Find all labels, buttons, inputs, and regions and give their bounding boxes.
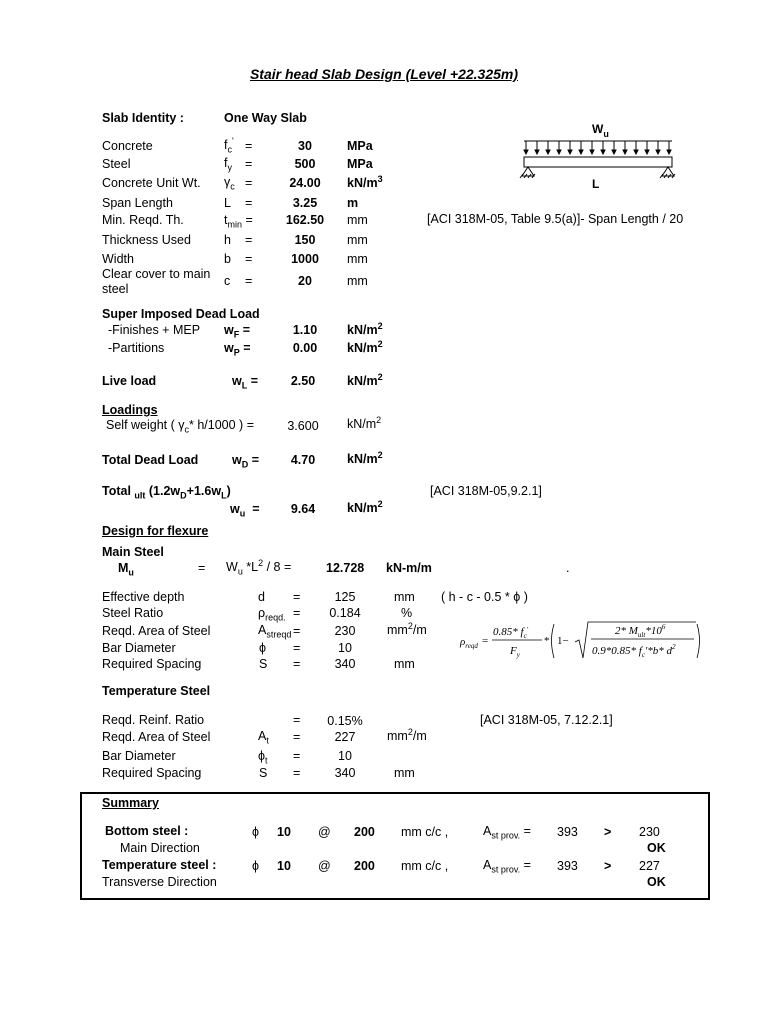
temp-bar-eq: =: [293, 749, 301, 763]
bar-dia-eq: =: [293, 641, 301, 655]
temp-ratio-label: Reqd. Reinf. Ratio: [102, 713, 205, 727]
thickness-eq: =: [245, 233, 253, 247]
sidl-finishes-value: 1.10: [292, 323, 318, 337]
summary-temp-dia: 10: [277, 859, 291, 873]
eff-depth-unit: mm: [394, 590, 415, 604]
live-load-label: Live load: [102, 374, 157, 388]
eff-depth-value: 125: [334, 590, 356, 604]
concrete-unit: MPa: [347, 139, 373, 153]
temp-bar-value: 10: [338, 749, 352, 763]
self-weight-label: Self weight ( $\gamma_c*$ h/1000 ) =: [106, 418, 254, 435]
temp-area-eq: =: [293, 730, 301, 744]
temp-bar-label: Bar Diameter: [102, 749, 176, 763]
span-unit: m: [347, 196, 359, 210]
load-label: $W_u$: [592, 122, 609, 139]
slab-identity-value: One Way Slab: [224, 111, 307, 125]
concrete-value: 30: [298, 139, 312, 153]
thickness-unit: mm: [347, 233, 368, 247]
right-support: [662, 167, 674, 176]
summary-bottom-at: @: [318, 825, 331, 839]
sidl-partitions-label: -Partitions: [108, 341, 165, 355]
reqd-area-eq: =: [293, 624, 301, 638]
cover-value: 20: [298, 274, 312, 288]
total-dead-symbol: $w_D$ =: [232, 453, 260, 470]
total-dead-unit: $kN/m^2$: [347, 449, 383, 466]
left-support: [522, 167, 534, 176]
formula-svg: [458, 618, 703, 663]
sidl-partitions-value: 0.00: [292, 341, 318, 355]
concrete-label: Concrete: [102, 139, 153, 153]
summary-bottom-req: 230: [639, 825, 660, 839]
spacing-eq: =: [293, 657, 301, 671]
temp-spacing-symbol: S: [259, 766, 268, 780]
slab-identity-label: Slab Identity :: [102, 111, 184, 125]
bar-dia-value: 10: [338, 641, 352, 655]
unit-weight-value: 24.00: [289, 176, 321, 190]
thickness-value: 150: [294, 233, 316, 247]
steel-value: 500: [294, 157, 316, 171]
unit-weight-eq: =: [245, 176, 253, 190]
formula-den1: $F_y$: [510, 645, 520, 659]
self-weight-value: 3.600: [287, 419, 319, 433]
temp-bar-symbol: $\phi_t$: [258, 749, 268, 766]
width-eq: =: [245, 252, 253, 266]
unit-weight-symbol: $\gamma_c$: [224, 175, 235, 192]
summary-bottom-spacing: 200: [354, 825, 375, 839]
span-value: 3.25: [292, 196, 318, 210]
summary-temp-ast: $A_{st prov.}$ =: [483, 858, 531, 875]
summary-bottom-cmp: >: [604, 825, 612, 839]
steel-eq: =: [245, 157, 253, 171]
summary-temp-at: @: [318, 859, 331, 873]
summary-bottom-status: OK: [647, 841, 666, 855]
width-symbol: b: [224, 252, 231, 266]
min-th-unit: mm: [347, 213, 368, 227]
summary-temp-status: OK: [647, 875, 666, 889]
spacing-value: 340: [334, 657, 356, 671]
temp-area-symbol: $A_t$: [258, 729, 269, 746]
temp-spacing-eq: =: [293, 766, 301, 780]
span-eq: =: [245, 196, 253, 210]
reqd-area-unit: $mm^2/m$: [387, 620, 427, 637]
temp-ratio-value: 0.15%: [327, 714, 363, 728]
sidl-finishes-label: -Finishes + MEP: [108, 323, 201, 337]
mu-eq: =: [198, 561, 206, 575]
summary-bottom-ast: $A_{st prov.}$ =: [483, 824, 531, 841]
main-steel-heading: Main Steel: [102, 545, 164, 559]
temp-spacing-label: Required Spacing: [102, 766, 202, 780]
live-load-symbol: $w_L$ =: [232, 374, 259, 391]
total-ult-note: [ACI 318M-05,9.2.1]: [430, 484, 542, 498]
temp-area-label: Reqd. Area of Steel: [102, 730, 211, 744]
steel-ratio-eq: =: [293, 606, 301, 620]
reqd-area-value: 230: [334, 624, 356, 638]
bar-dia-label: Bar Diameter: [102, 641, 176, 655]
total-ult-value: 9.64: [290, 502, 316, 516]
steel-ratio-value: 0.184: [329, 606, 361, 620]
spacing-unit: mm: [394, 657, 415, 671]
eff-depth-note: ( h - c - 0.5 * ϕ ): [441, 590, 528, 604]
thickness-label: Thickness Used: [102, 233, 191, 247]
beam-body: [524, 157, 672, 167]
summary-heading: Summary: [102, 796, 159, 810]
cover-eq: =: [245, 274, 253, 288]
formula-den2: 0.9*0.85* $f_c'*b*$ $d^2$: [592, 643, 676, 659]
sidl-partitions-symbol: $w_P$ =: [224, 341, 251, 358]
formula-eq: =: [482, 635, 489, 647]
steel-ratio-formula: [458, 618, 703, 666]
mu-dot: .: [566, 561, 570, 575]
self-weight-unit: $kN/m^2$: [347, 414, 382, 431]
eff-depth-eq: =: [293, 590, 301, 604]
steel-ratio-symbol: $\rho_{reqd.}$: [258, 606, 286, 623]
temp-area-value: 227: [334, 730, 356, 744]
span-label-diagram: L: [592, 177, 600, 191]
summary-bottom-unit: mm c/c ,: [401, 825, 449, 839]
mu-unit: kN-m/m: [386, 561, 432, 575]
cover-label: Clear cover to main steel: [102, 267, 211, 296]
sidl-partitions-unit: $kN/m^2$: [347, 338, 383, 355]
temp-spacing-unit: mm: [394, 766, 415, 780]
steel-ratio-unit: %: [401, 606, 413, 620]
formula-lparen: [552, 624, 555, 658]
beam-diagram: [512, 120, 682, 198]
spacing-symbol: S: [259, 657, 268, 671]
reqd-area-symbol: $A_{streqd}$: [258, 623, 292, 640]
steel-label: Steel: [102, 157, 131, 171]
summary-temp-spacing: 200: [354, 859, 375, 873]
summary-bottom-label: Bottom steel :: [105, 824, 189, 838]
bar-dia-symbol: ϕ: [259, 641, 267, 655]
summary-temp-cmp: >: [604, 859, 612, 873]
temp-spacing-value: 340: [334, 766, 356, 780]
mu-expression: $W_u$ $*L^2 / 8$ =: [226, 557, 292, 577]
span-symbol: L: [224, 196, 231, 210]
load-arrows: [524, 141, 671, 154]
total-ult-label: Total $_{ult}$ $(1.2w_D+1.6w_L)$: [102, 484, 231, 501]
concrete-symbol: $f_c'$: [224, 135, 234, 155]
min-th-label: Min. Reqd. Th.: [102, 213, 184, 227]
summary-temp-phi: ϕ: [252, 859, 260, 873]
sidl-finishes-symbol: $w_F$ =: [224, 323, 251, 340]
summary-bottom-prov: 393: [557, 825, 578, 839]
formula-one: 1−: [557, 635, 569, 647]
summary-temp-prov: 393: [557, 859, 578, 873]
mu-value: 12.728: [326, 561, 365, 575]
width-value: 1000: [291, 252, 319, 266]
summary-temp-label: Temperature steel :: [102, 858, 217, 872]
thickness-symbol: h: [224, 233, 231, 247]
total-ult-symbol: $w_u$ =: [230, 502, 260, 519]
formula-num1: 0.85* $f_c'$: [493, 626, 529, 640]
mu-symbol: $M_u$: [118, 561, 134, 578]
formula-lhs: $\rho_{reqd}$: [460, 636, 478, 650]
eff-depth-label: Effective depth: [102, 590, 185, 604]
concrete-eq: =: [245, 139, 253, 153]
width-unit: mm: [347, 252, 368, 266]
steel-symbol: $f_y$: [224, 156, 232, 173]
eff-depth-symbol: d: [258, 590, 265, 604]
spacing-label: Required Spacing: [102, 657, 202, 671]
cover-symbol: c: [224, 274, 231, 288]
live-load-unit: $kN/m^2$: [347, 371, 383, 388]
live-load-value: 2.50: [290, 374, 316, 388]
summary-temp-unit: mm c/c ,: [401, 859, 449, 873]
sidl-heading: Super Imposed Dead Load: [102, 307, 260, 321]
summary-temp-req: 227: [639, 859, 660, 873]
temp-ratio-eq: =: [293, 713, 301, 727]
steel-unit: MPa: [347, 157, 373, 171]
reqd-area-label: Reqd. Area of Steel: [102, 624, 211, 638]
min-th-note: [ACI 318M-05, Table 9.5(a)]- Span Length / 20: [427, 212, 684, 226]
formula-rparen: [697, 624, 700, 658]
span-label: Span Length: [102, 196, 173, 210]
min-th-symbol: $t_{min}$ =: [224, 213, 253, 230]
cover-unit: mm: [347, 274, 368, 288]
summary-bottom-sublabel: Main Direction: [120, 841, 200, 855]
formula-num2: 2* $M_{ult}*10^6$: [615, 623, 666, 639]
flexure-heading: Design for flexure: [102, 524, 209, 538]
unit-weight-label: Concrete Unit Wt.: [102, 176, 201, 190]
min-th-value: 162.50: [285, 213, 325, 227]
total-dead-label: Total Dead Load: [102, 453, 199, 467]
loadings-heading: Loadings: [102, 403, 158, 417]
summary-bottom-dia: 10: [277, 825, 291, 839]
temp-note: [ACI 318M-05, 7.12.2.1]: [480, 713, 613, 727]
unit-weight-unit: $kN/m^3$: [347, 173, 383, 190]
formula-mult: *: [544, 635, 550, 647]
total-dead-value: 4.70: [290, 453, 316, 467]
total-ult-unit: $kN/m^2$: [347, 498, 383, 515]
steel-ratio-label: Steel Ratio: [102, 606, 164, 620]
page-title: Stair head Slab Design (Level +22.325m): [249, 66, 519, 82]
summary-bottom-phi: ϕ: [252, 825, 260, 839]
sidl-finishes-unit: $kN/m^2$: [347, 320, 383, 337]
beam-diagram-svg: [512, 120, 682, 195]
temp-area-unit: $mm^2/m$: [387, 726, 427, 743]
summary-temp-sublabel: Transverse Direction: [102, 875, 217, 889]
width-label: Width: [102, 252, 134, 266]
temperature-heading: Temperature Steel: [102, 684, 211, 698]
